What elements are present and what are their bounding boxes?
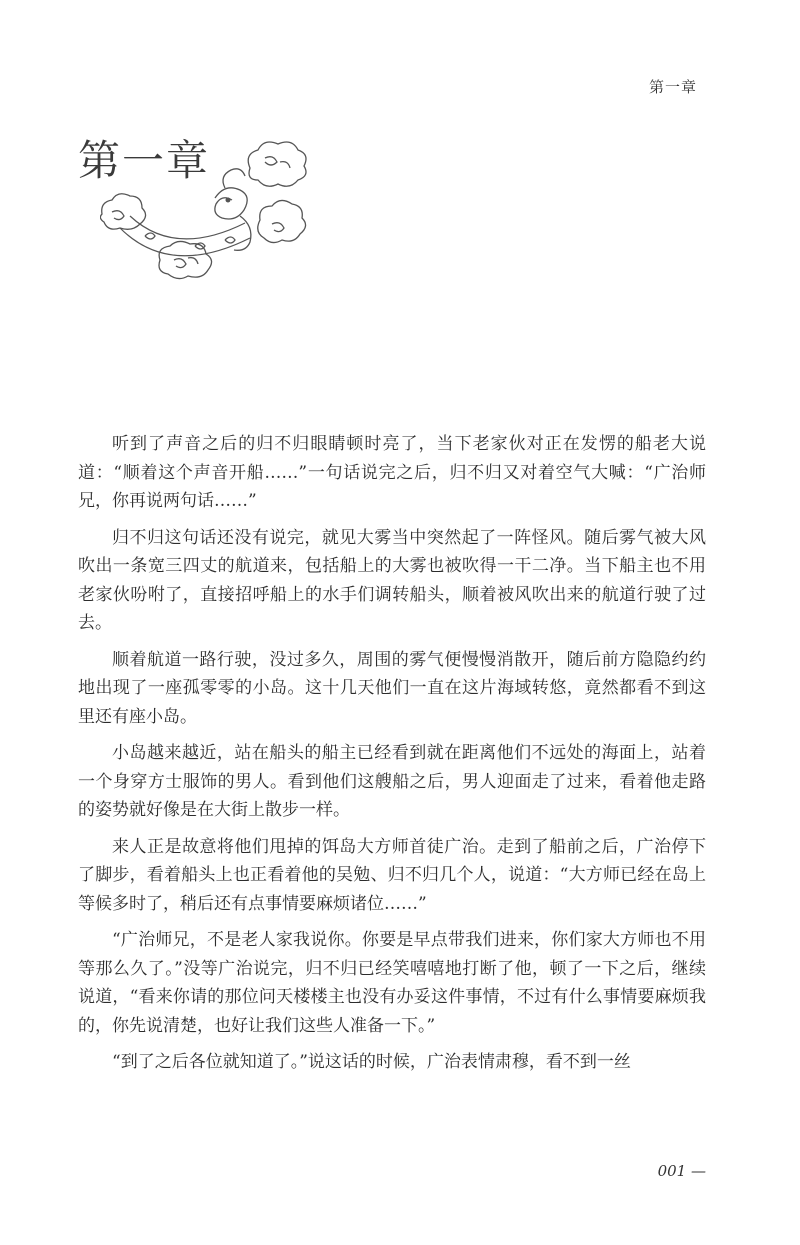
paragraph: “到了之后各位就知道了。”说这话的时候，广治表情肃穆，看不到一丝 — [112, 1052, 631, 1072]
cloud-dragon-ornament-icon — [100, 128, 315, 293]
paragraph: 听到了声音之后的归不归眼睛顿时亮了，当下老家伙对正在发愣的船老大说道：“顺着这个声音开船……”一句话说完之后，归不归又对着空气大喊：“广治师兄，你再说两句话……” — [78, 434, 706, 511]
page-number: 001 — — [657, 1162, 706, 1180]
paragraph: “广治师兄，不是老人家我说你。你要是早点带我们进来，你们家大方师也不用等那么久了。”没等广治说完，归不归已经笑嘻嘻地打断了他，顿了一下之后，继续说道，“看来你请的那位问天楼楼主也没有办妥这件事情，不过有什么事情要麻烦我的，你先说清楚，也好让我们这些人准备一下。” — [78, 930, 706, 1036]
paragraph: 小岛越来越近，站在船头的船主已经看到就在距离他们不远处的海面上，站着一个身穿方士服饰的男人。看到他们这艘船之后，男人迎面走了过来，看着他走路的姿势就好像是在大街上散步一样。 — [78, 743, 706, 820]
paragraph: 顺着航道一路行驶，没过多久，周围的雾气便慢慢消散开，随后前方隐隐约约地出现了一座孤零零的小岛。这十几天他们一直在这片海域转悠，竟然都看不到这里还有座小岛。 — [78, 649, 706, 727]
chapter-title: 第一章 — [78, 136, 211, 185]
running-header: 第一章 — [648, 78, 697, 96]
chapter-body — [78, 430, 706, 1085]
paragraph: 来人正是故意将他们甩掉的饵岛大方师首徒广治。走到了船前之后，广治停下了脚步，看着船头上也正看着他的吴勉、归不归几个人，说道：“大方师已经在岛上等候多时了，稍后还有点事情要麻烦诸位……” — [78, 836, 706, 914]
paragraph: 归不归这句话还没有说完，就见大雾当中突然起了一阵怪风。随后雾气被大风吹出一条宽三四丈的航道来，包括船上的大雾也被吹得一干二净。当下船主也不用老家伙吩咐了，直接招呼船上的水手们调转船头，顺着被风吹出来的航道行驶了过去。 — [78, 527, 706, 633]
